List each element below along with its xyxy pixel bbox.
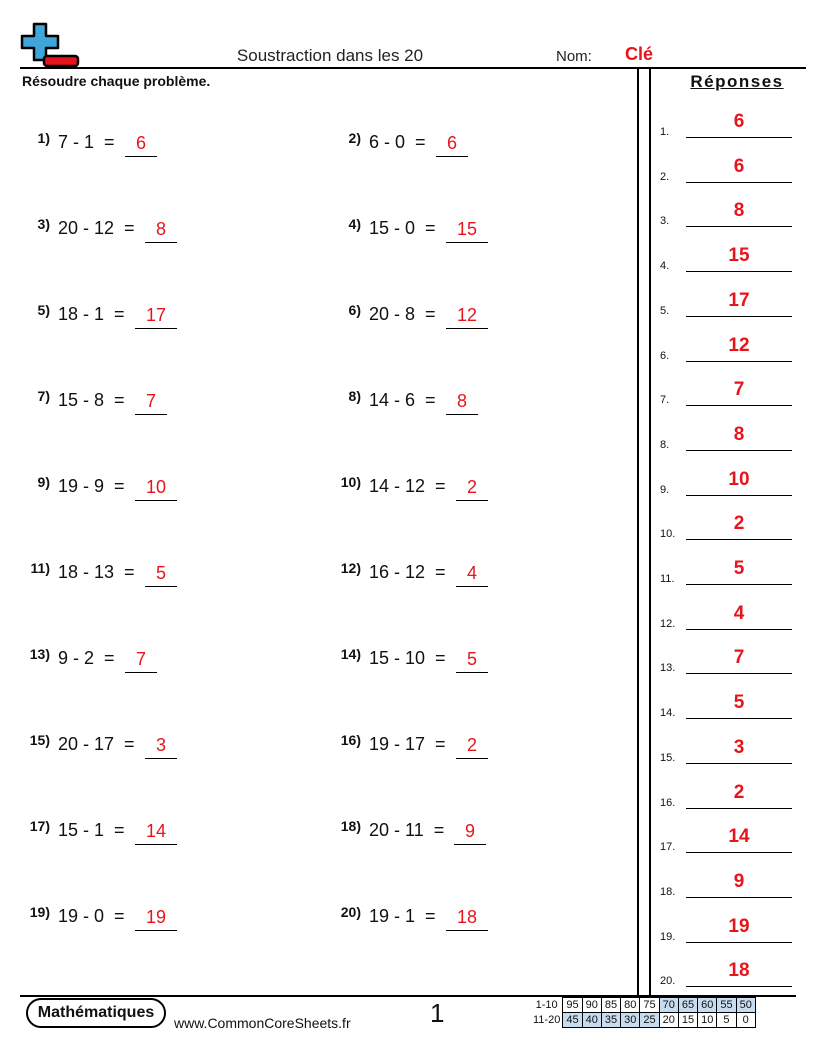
answer-key-row bbox=[660, 289, 794, 319]
score-cell: 60 bbox=[698, 998, 717, 1013]
score-cell: 35 bbox=[601, 1013, 620, 1028]
problem-number: 16) bbox=[340, 732, 361, 748]
score-table bbox=[530, 997, 756, 1028]
problem-number: 9) bbox=[37, 474, 50, 490]
problem-number: 7) bbox=[37, 388, 50, 404]
answer-field[interactable]: 6 bbox=[125, 132, 157, 157]
problem-item bbox=[22, 906, 322, 936]
score-cell: 40 bbox=[582, 1013, 601, 1028]
problem-item bbox=[333, 304, 633, 334]
answer-key-row bbox=[660, 155, 794, 185]
answer-key-value: 5 bbox=[686, 693, 792, 719]
answer-field[interactable]: 7 bbox=[135, 390, 167, 415]
score-cell: 20 bbox=[659, 1013, 678, 1028]
problem-item bbox=[22, 734, 322, 764]
problem-item bbox=[333, 734, 633, 764]
problem-item bbox=[333, 648, 633, 678]
answer-key-row bbox=[660, 110, 794, 140]
answer-key-number: 18. bbox=[660, 885, 676, 898]
answer-key-value: 7 bbox=[686, 648, 792, 674]
answer-key-row bbox=[660, 915, 794, 945]
score-cell: 50 bbox=[736, 998, 755, 1013]
answer-key-row bbox=[660, 557, 794, 587]
answer-key-number: 5. bbox=[660, 304, 670, 317]
subject-badge: Mathématiques bbox=[26, 998, 166, 1028]
answer-key-number: 1. bbox=[660, 126, 670, 138]
answer-key-value: 6 bbox=[686, 157, 792, 183]
problem-expression: 19 - 0 = bbox=[58, 906, 125, 926]
problem-item bbox=[333, 906, 633, 936]
problem-number: 15) bbox=[29, 732, 50, 748]
page-number: 1 bbox=[430, 998, 445, 1028]
answer-key-value: 18 bbox=[686, 961, 792, 987]
answer-field[interactable]: 12 bbox=[446, 304, 488, 329]
problem-item bbox=[333, 820, 633, 850]
score-row-label: 1-10 bbox=[535, 999, 558, 1011]
problem-item bbox=[22, 218, 322, 248]
worksheet-title: Soustraction dans les 20 bbox=[236, 46, 424, 65]
answer-field[interactable]: 14 bbox=[135, 820, 177, 845]
answer-key-number: 8. bbox=[660, 438, 670, 451]
problem-expression: 18 - 13 = bbox=[58, 562, 135, 582]
answer-field[interactable]: 9 bbox=[454, 820, 486, 845]
problem-expression: 20 - 12 = bbox=[58, 218, 135, 238]
answer-field[interactable]: 3 bbox=[145, 734, 177, 759]
answer-key-row bbox=[660, 244, 794, 274]
answer-key-row bbox=[660, 959, 794, 989]
answer-key-value: 4 bbox=[686, 604, 792, 630]
problem-expression: 20 - 17 = bbox=[58, 734, 135, 754]
score-cell: 80 bbox=[621, 998, 640, 1013]
answer-key-row bbox=[660, 646, 794, 676]
problem-expression: 7 - 1 = bbox=[58, 132, 115, 152]
answer-field[interactable]: 18 bbox=[446, 906, 488, 931]
answer-field[interactable]: 10 bbox=[135, 476, 177, 501]
answer-key-row bbox=[660, 870, 794, 900]
answer-column-divider bbox=[649, 68, 651, 996]
answer-key-value: 5 bbox=[686, 559, 792, 585]
score-cell: 95 bbox=[563, 998, 582, 1013]
score-row-label: 11-20 bbox=[533, 1014, 561, 1026]
problem-number: 5) bbox=[37, 302, 50, 318]
score-cell: 45 bbox=[563, 1013, 582, 1028]
problem-expression: 18 - 1 = bbox=[58, 304, 125, 324]
answer-key-value: 9 bbox=[686, 872, 792, 898]
problem-number: 14) bbox=[340, 646, 361, 662]
answer-key-number: 17. bbox=[660, 841, 676, 854]
problem-expression: 20 - 11 = bbox=[369, 820, 445, 840]
answer-key-row bbox=[660, 512, 794, 542]
problem-number: 8) bbox=[348, 388, 361, 404]
problem-expression: 16 - 12 = bbox=[369, 562, 446, 582]
answer-key-number: 16. bbox=[660, 796, 676, 809]
score-cell: 90 bbox=[582, 998, 601, 1013]
answer-key-number: 15. bbox=[660, 751, 676, 764]
answer-field[interactable]: 15 bbox=[446, 218, 488, 243]
answer-key-number: 12. bbox=[660, 617, 676, 630]
answer-field[interactable]: 6 bbox=[436, 132, 468, 157]
answer-field[interactable]: 8 bbox=[145, 218, 177, 243]
problem-item bbox=[22, 390, 322, 420]
answer-key-value: 17 bbox=[686, 291, 792, 317]
problem-item bbox=[22, 648, 322, 678]
problem-expression: 14 - 6 = bbox=[369, 390, 436, 410]
answer-field[interactable]: 2 bbox=[456, 734, 488, 759]
problem-number: 19) bbox=[29, 904, 50, 920]
answer-key-number: 14. bbox=[660, 707, 676, 720]
problem-expression: 6 - 0 = bbox=[369, 132, 426, 152]
answer-key-number: 13. bbox=[660, 662, 676, 675]
score-cell: 55 bbox=[717, 998, 736, 1013]
answer-key-value: 15 bbox=[686, 246, 792, 272]
score-cell: 30 bbox=[621, 1013, 640, 1028]
name-label: Nom: bbox=[556, 48, 592, 65]
answer-key-value: 3 bbox=[686, 738, 792, 764]
problem-expression: 20 - 8 = bbox=[369, 304, 436, 324]
header-divider bbox=[20, 67, 806, 69]
problem-number: 4) bbox=[348, 216, 361, 232]
answer-key-row bbox=[660, 736, 794, 766]
answer-key-value: 2 bbox=[686, 514, 792, 540]
score-cell: 70 bbox=[659, 998, 678, 1013]
problem-number: 17) bbox=[29, 818, 50, 834]
problem-number: 6) bbox=[348, 302, 361, 318]
answer-key-value: 10 bbox=[686, 470, 792, 496]
score-row bbox=[530, 998, 755, 1013]
problem-expression: 19 - 9 = bbox=[58, 476, 125, 496]
answer-key-row bbox=[660, 378, 794, 408]
answer-key-value: 14 bbox=[686, 827, 792, 853]
answer-field[interactable]: 17 bbox=[135, 304, 177, 329]
answer-key-number: 6. bbox=[660, 349, 670, 362]
answer-key-row bbox=[660, 691, 794, 721]
problem-number: 12) bbox=[340, 560, 361, 576]
answer-column-divider bbox=[637, 68, 639, 996]
score-cell: 10 bbox=[698, 1013, 717, 1028]
answer-key-row bbox=[660, 199, 794, 229]
answer-key-number: 19. bbox=[660, 930, 676, 943]
problem-number: 10) bbox=[340, 474, 361, 490]
answer-key-value: 19 bbox=[686, 917, 792, 943]
score-cell: 5 bbox=[717, 1013, 736, 1028]
answer-key-number: 7. bbox=[660, 394, 670, 407]
problem-number: 11) bbox=[30, 560, 50, 576]
score-row bbox=[530, 1013, 755, 1028]
problem-item bbox=[333, 218, 633, 248]
answer-key-value: 8 bbox=[686, 425, 792, 451]
instructions: Résoudre chaque problème. bbox=[22, 73, 211, 89]
problem-number: 20) bbox=[340, 904, 361, 920]
answer-key-value: 2 bbox=[686, 783, 792, 809]
problem-item bbox=[333, 562, 633, 592]
problem-expression: 15 - 0 = bbox=[369, 218, 436, 238]
problem-item bbox=[22, 562, 322, 592]
problem-item bbox=[22, 132, 322, 162]
problem-item bbox=[333, 390, 633, 420]
answer-key-value: 7 bbox=[686, 380, 792, 406]
problem-number: 2) bbox=[348, 130, 361, 146]
problem-item bbox=[22, 304, 322, 334]
answers-header: Réponses bbox=[690, 72, 784, 91]
problem-expression: 15 - 1 = bbox=[58, 820, 125, 840]
answer-key-row bbox=[660, 468, 794, 498]
answer-field[interactable]: 2 bbox=[456, 476, 488, 501]
answer-field[interactable]: 8 bbox=[446, 390, 478, 415]
problem-number: 1) bbox=[37, 130, 50, 146]
problem-number: 13) bbox=[29, 646, 50, 662]
answer-field[interactable]: 4 bbox=[456, 562, 488, 587]
answer-key-number: 2. bbox=[660, 170, 670, 183]
answer-key-row bbox=[660, 825, 794, 855]
answer-key-value: 12 bbox=[686, 336, 792, 362]
problem-item bbox=[333, 132, 633, 162]
answer-key-number: 11. bbox=[660, 573, 675, 585]
answer-key-row bbox=[660, 781, 794, 811]
score-cell: 75 bbox=[640, 998, 659, 1013]
problem-item bbox=[22, 476, 322, 506]
score-cell: 65 bbox=[678, 998, 697, 1013]
site-url: www.CommonCoreSheets.fr bbox=[174, 1015, 351, 1031]
problem-expression: 14 - 12 = bbox=[369, 476, 446, 496]
problem-expression: 15 - 8 = bbox=[58, 390, 125, 410]
problem-expression: 19 - 17 = bbox=[369, 734, 446, 754]
score-cell: 25 bbox=[640, 1013, 659, 1028]
problem-expression: 19 - 1 = bbox=[369, 906, 436, 926]
answer-key-row bbox=[660, 602, 794, 632]
answer-key-number: 4. bbox=[660, 260, 670, 273]
problem-expression: 15 - 10 = bbox=[369, 648, 446, 668]
score-cell: 0 bbox=[736, 1013, 755, 1028]
problem-item bbox=[333, 476, 633, 506]
answer-key-row bbox=[660, 334, 794, 364]
answer-field[interactable]: 5 bbox=[456, 648, 488, 673]
answer-key-value: 6 bbox=[686, 112, 792, 138]
problem-item bbox=[22, 820, 322, 850]
answer-key-number: 10. bbox=[660, 528, 676, 541]
answer-key-number: 9. bbox=[660, 483, 670, 496]
answer-field[interactable]: 7 bbox=[125, 648, 157, 673]
score-cell: 85 bbox=[601, 998, 620, 1013]
problem-expression: 9 - 2 = bbox=[58, 648, 115, 668]
problem-number: 18) bbox=[340, 818, 361, 834]
score-cell: 15 bbox=[678, 1013, 697, 1028]
problem-number: 3) bbox=[37, 216, 50, 232]
name-value: Clé bbox=[625, 44, 654, 64]
answer-key-row bbox=[660, 423, 794, 453]
answer-key-number: 20. bbox=[660, 975, 676, 988]
answer-key-number: 3. bbox=[660, 215, 670, 228]
answer-field[interactable]: 5 bbox=[145, 562, 177, 587]
answer-key-value: 8 bbox=[686, 201, 792, 227]
answer-field[interactable]: 19 bbox=[135, 906, 177, 931]
